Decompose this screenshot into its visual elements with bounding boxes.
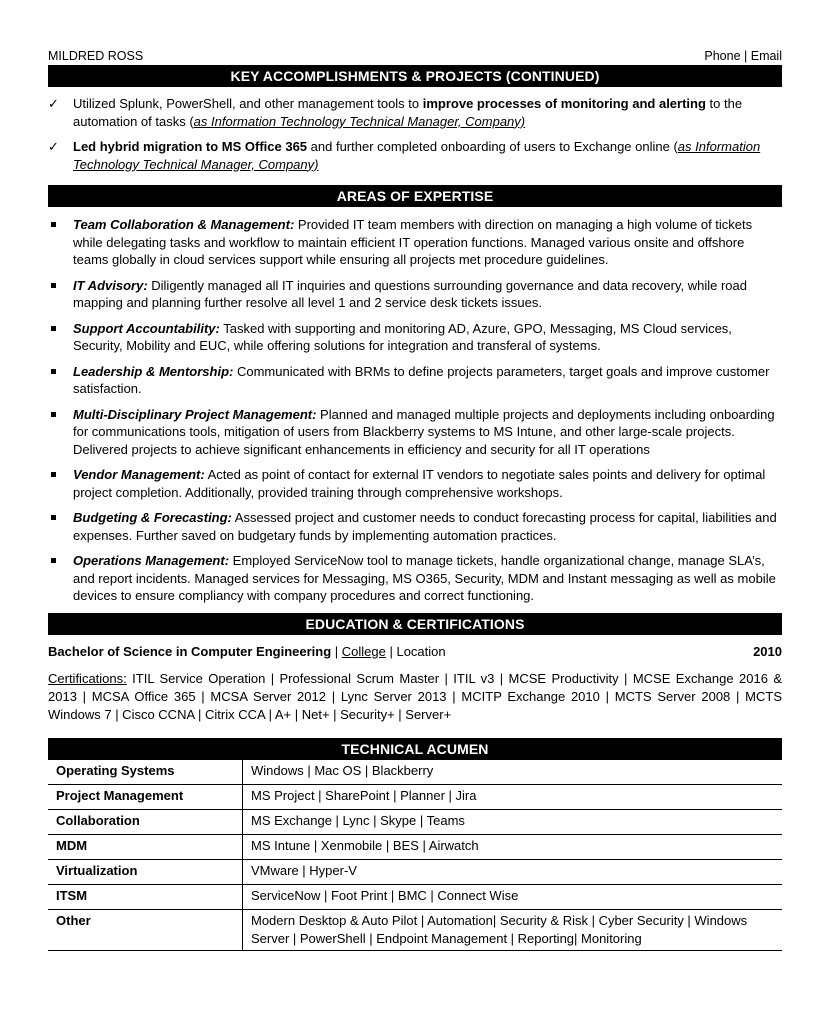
square-bullet-icon [51, 369, 56, 374]
acumen-skills: MS Intune | Xenmobile | BES | Airwatch [243, 835, 783, 860]
acumen-skills: MS Exchange | Lync | Skype | Teams [243, 810, 783, 835]
expertise-item: IT Advisory: Diligently managed all IT inquiries and questions surrounding governance and data recovery, while road mapping and planning further resolve all level 1 and 2 service desk tickets issues. [48, 277, 782, 312]
table-row [48, 785, 782, 810]
expertise-heading: AREAS OF EXPERTISE [48, 185, 782, 207]
table-row [48, 760, 782, 785]
square-bullet-icon [51, 326, 56, 331]
expertise-item: Vendor Management: Acted as point of contact for external IT vendors to negotiate sales points and delivery for optimal project completion. Additionally, provided training through comprehensive workshops. [48, 466, 782, 501]
accomplishments-heading: KEY ACCOMPLISHMENTS & PROJECTS (CONTINUED) [48, 65, 782, 87]
accomplishments-list [48, 95, 782, 173]
certifications-label: Certifications: [48, 670, 127, 686]
expertise-item: Budgeting & Forecasting: Assessed project and customer needs to conduct forecasting process for capital, liabilities and expenses. Further saved on budgetary funds by implementing automation practices. [48, 509, 782, 544]
certifications-text: ITIL Service Operation | Professional Scrum Master | ITIL v3 | MCSE Productivity | MCSE Exchange 2016 & 2013 | MCSA Office 365 | MCSA Server 2012 | Lync Server 2013 | MCITP Exchange 2010 | MCTS Server 2008 | MCTS Windows 7 | Cisco CCNA | Citrix CCA | A+ | Net+ | Security+ | Server+ [48, 670, 782, 722]
candidate-name: MILDRED ROSS [48, 49, 144, 63]
checkmark-icon: ✓ [48, 96, 59, 111]
college-name: College [341, 643, 386, 659]
accomplishment-item: ✓ Utilized Splunk, PowerShell, and other management tools to improve processes of monitoring and alerting to the automation of tasks (as Information Technology Technical Manager, Company) [48, 96, 743, 129]
table-row [48, 810, 782, 835]
contact-info: Phone | Email [704, 49, 782, 63]
acumen-category: Other [48, 910, 243, 951]
accomplishment-item: ✓ Led hybrid migration to MS Office 365 and further completed onboarding of users to Exchange online (as Information Technology Technical Manager, Company) [48, 139, 761, 172]
acumen-skills: VMware | Hyper-V [243, 860, 783, 885]
acumen-category: MDM [48, 835, 243, 860]
degree-line: Bachelor of Science in Computer Engineering | College | Location 2010 [48, 643, 782, 659]
acumen-skills: MS Project | SharePoint | Planner | Jira [243, 785, 783, 810]
degree-title: Bachelor of Science in Computer Engineering [48, 643, 332, 659]
acumen-category: Operating Systems [48, 760, 243, 785]
expertise-item: Operations Management: Employed ServiceNow tool to manage tickets, handle organizational change, manage SLA’s, and report incidents. Managed services for Messaging, MS O365, Security, MDM and Instant messaging as well as mobile devices to ensure compliancy with company procedures and correct functioning. [48, 552, 782, 605]
acumen-skills: Modern Desktop & Auto Pilot | Automation| Security & Risk | Cyber Security | Windows Server | PowerShell | Endpoint Management | Reporting| Monitoring [243, 910, 783, 951]
expertise-item: Support Accountability: Tasked with supporting and monitoring AD, Azure, GPO, Messaging, MS Cloud services, Security, Mobility and EUC, while offering solutions for integration and transferal of systems. [48, 320, 782, 355]
checkmark-icon: ✓ [48, 139, 59, 154]
education-heading: EDUCATION & CERTIFICATIONS [48, 613, 782, 635]
certifications [48, 670, 782, 724]
expertise-item: Team Collaboration & Management: Provided IT team members with direction on managing a high volume of tickets while delegating tasks and workflow to maintain efficient IT operation functions. Managed various onsite and offshore teams globally in cloud services support while ensuring all projects met procedure guidelines. [48, 216, 782, 269]
expertise-list [48, 216, 782, 605]
resume-page [48, 48, 782, 951]
expertise-item: Leadership & Mentorship: Communicated with BRMs to define projects parameters, target goals and improve customer satisfaction. [48, 363, 782, 398]
acumen-skills: Windows | Mac OS | Blackberry [243, 760, 783, 785]
square-bullet-icon [51, 283, 56, 288]
acumen-heading: TECHNICAL ACUMEN [48, 738, 782, 760]
square-bullet-icon [51, 472, 56, 477]
acumen-category: ITSM [48, 885, 243, 910]
acumen-table [48, 760, 782, 952]
square-bullet-icon [51, 515, 56, 520]
acumen-category: Project Management [48, 785, 243, 810]
acumen-category: Virtualization [48, 860, 243, 885]
square-bullet-icon [51, 558, 56, 563]
graduation-year: 2010 [753, 643, 782, 659]
square-bullet-icon [51, 222, 56, 227]
expertise-item: Multi-Disciplinary Project Management: Planned and managed multiple projects and deployments including onboarding for communications tools, mitigation of users from Blackberry systems to MS Intune, and other large-scale projects. Delivered projects to achieve significant enhancements in efficiency and security for all IT operations [48, 406, 782, 459]
acumen-category: Collaboration [48, 810, 243, 835]
acumen-skills: ServiceNow | Foot Print | BMC | Connect Wise [243, 885, 783, 910]
table-row [48, 910, 782, 951]
page-header [48, 48, 782, 64]
table-row [48, 860, 782, 885]
table-row [48, 835, 782, 860]
table-row [48, 885, 782, 910]
square-bullet-icon [51, 412, 56, 417]
